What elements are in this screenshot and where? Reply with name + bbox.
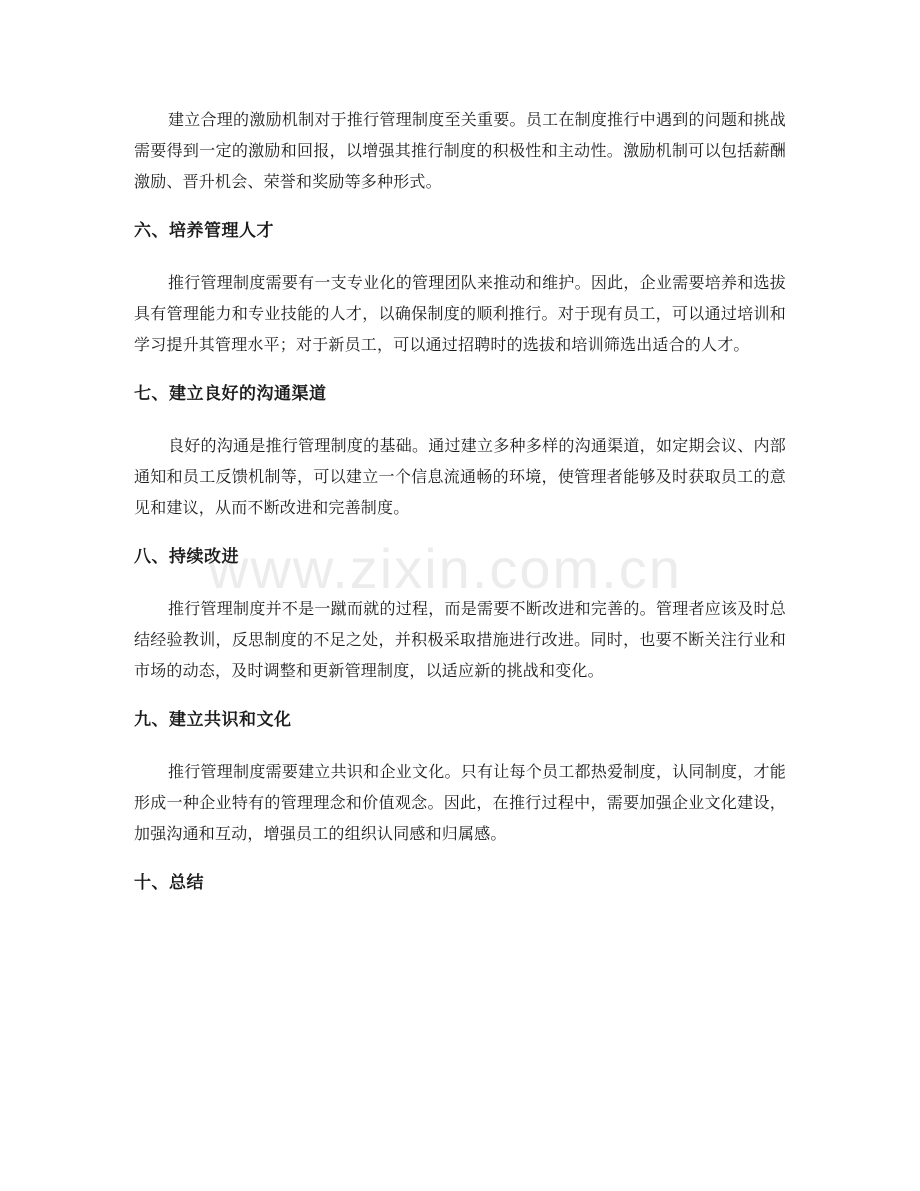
paragraph-section-6: 推行管理制度需要有一支专业化的管理团队来推动和维护。因此，企业需要培养和选拔具有管理能力和专业技能的人才，以确保制度的顺利推行。对于现有员工，可以通过培训和学习提升其管理水平；对于新员工，可以通过招聘时的选拔和培训筛选出适合的人才。 (134, 273, 786, 354)
paragraph-section-9: 推行管理制度需要建立共识和企业文化。只有让每个员工都热爱制度，认同制度，才能形成一种企业特有的管理理念和价值观念。因此，在推行过程中，需要加强企业文化建设，加强沟通和互动，增强员工的组织认同感和归属感。 (134, 762, 786, 843)
paragraph-section-7: 良好的沟通是推行管理制度的基础。通过建立多种多样的沟通渠道，如定期会议、内部通知和员工反馈机制等，可以建立一个信息流通畅的环境，使管理者能够及时获取员工的意见和建议，从而不断改进和完善制度。 (134, 436, 786, 517)
watermark: www.zixin.com.cn (208, 537, 682, 600)
heading-section-9: 九、建立共识和文化 (134, 710, 292, 730)
document-body (134, 104, 786, 897)
paragraph-section-8: 推行管理制度并不是一蹴而就的过程，而是需要不断改进和完善的。管理者应该及时总结经验教训，反思制度的不足之处，并积极采取措施进行改进。同时，也要不断关注行业和市场的动态，及时调整和更新管理制度，以适应新的挑战和变化。 (134, 599, 786, 680)
heading-section-7: 七、建立良好的沟通渠道 (134, 384, 327, 404)
paragraph-incentive: 建立合理的激励机制对于推行管理制度至关重要。员工在制度推行中遇到的问题和挑战需要得到一定的激励和回报，以增强其推行制度的积极性和主动性。激励机制可以包括薪酬激励、晋升机会、荣誉和奖励等多种形式。 (134, 110, 786, 191)
heading-section-10: 十、总结 (134, 873, 204, 893)
heading-section-8: 八、持续改进 (134, 547, 239, 567)
heading-section-6: 六、培养管理人才 (134, 221, 274, 241)
